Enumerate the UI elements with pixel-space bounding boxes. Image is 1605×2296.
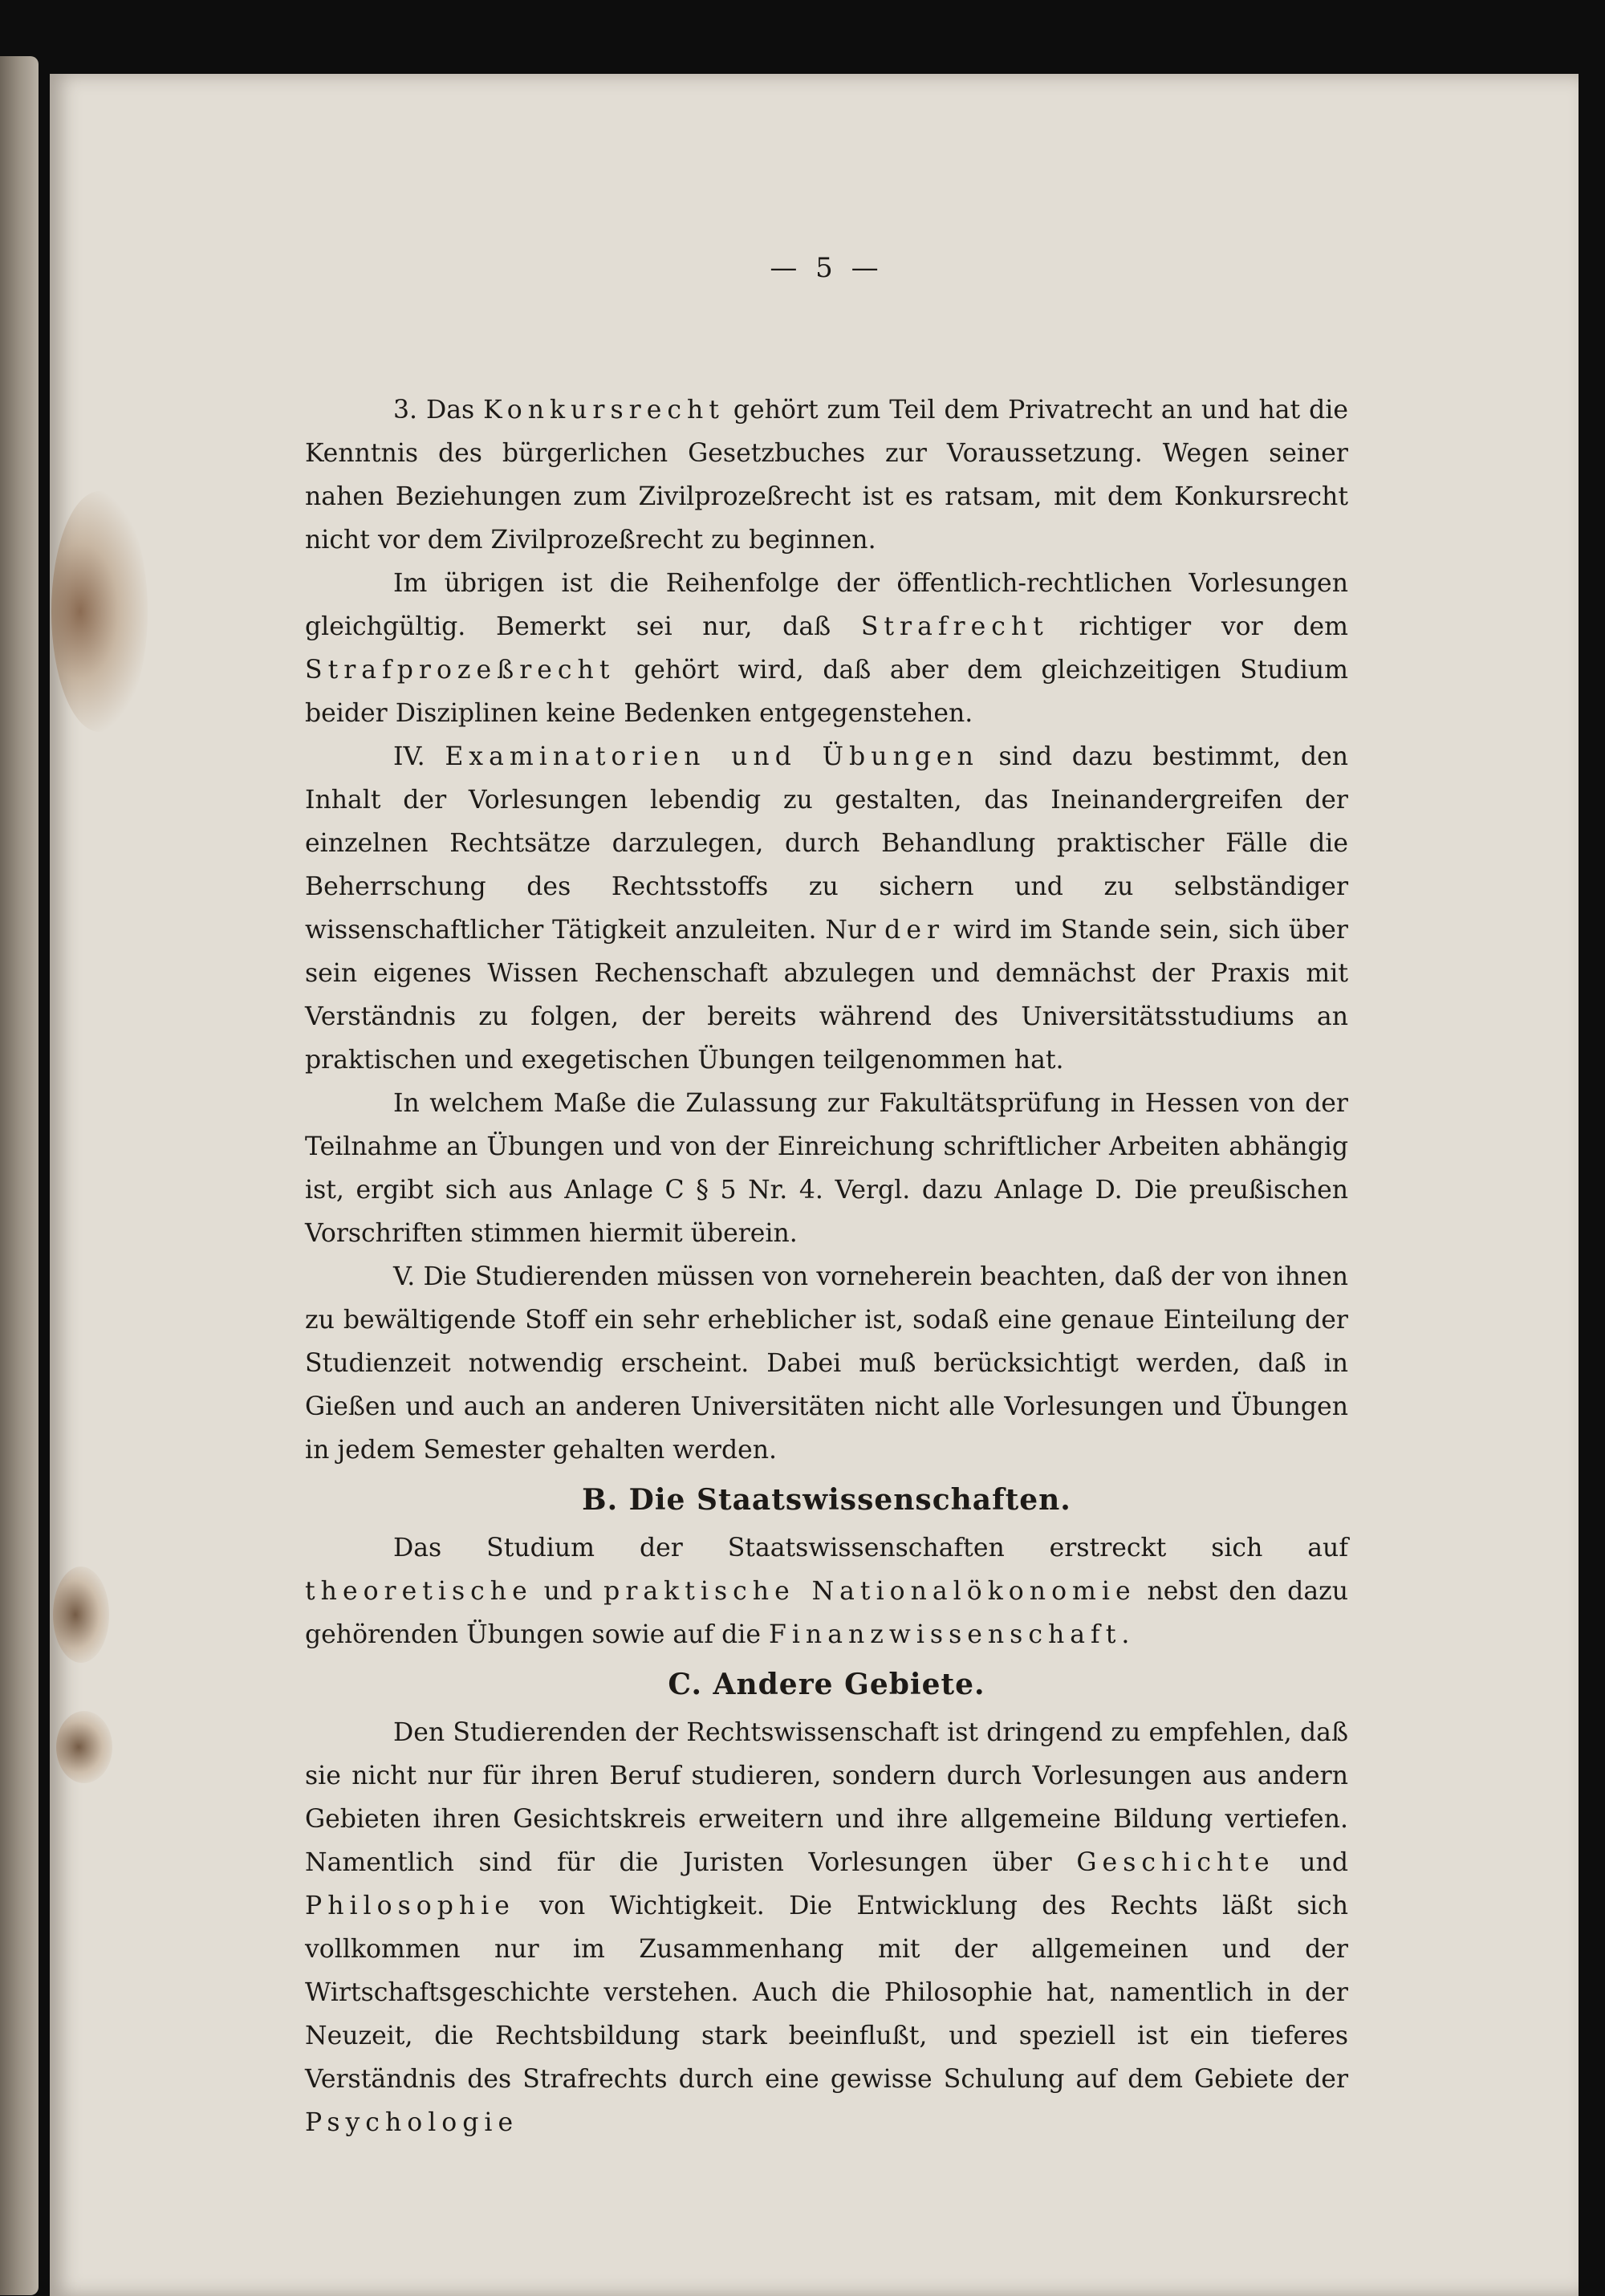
section-heading-c: C. Andere Gebiete. [668, 1668, 985, 1701]
spaced-emphasis: Strafprozeßrecht [305, 656, 616, 685]
paragraph-zulassung: In welchem Maße die Zulassung zur Fakultätsprüfung in Hessen von der Teilnahme an Übungen und von der Einreichung schriftlicher Arbeiten abhängig ist, ergibt sich aus Anlage C § 5 Nr. 4. Vergl. dazu Anlage D. Die preußischen Vorschriften stimmen hiermit überein. [305, 1089, 1348, 1248]
section-heading-b: B. Die Staatswissenschaften. [582, 1483, 1071, 1517]
spaced-emphasis: der [884, 916, 945, 945]
burn-stain [53, 1567, 109, 1663]
spaced-emphasis: Examinatorien und Übungen [445, 742, 979, 771]
book-page [50, 74, 1579, 2296]
burn-stain [51, 491, 148, 732]
spaced-emphasis: Psychologie [305, 2108, 519, 2137]
paragraph-konkursrecht: 3. Das Konkursrecht gehört zum Teil dem Privatrecht an und hat die Kenntnis des bürgerlichen Gesetzbuches zur Voraussetzung. Wegen seiner nahen Beziehungen zum Zivilprozeßrecht ist es ratsam, mit dem Konkursrecht nicht vor dem Zivilprozeßrecht zu beginnen. [305, 396, 1349, 555]
burn-stain [56, 1711, 112, 1783]
spaced-emphasis: Finanzwissenschaft [769, 1620, 1122, 1649]
page-number: — 5 — [770, 252, 884, 284]
paragraph-staatswissenschaften: Das Studium der Staatswissenschaften erstreckt sich auf theoretische und praktische Nationalökonomie nebst den dazu gehörenden Übungen sowie auf die Finanzwissenschaft. [305, 1534, 1349, 1649]
spaced-emphasis: Geschichte [1076, 1848, 1275, 1877]
paragraph-reihenfolge: Im übrigen ist die Reihenfolge der öffentlich-rechtlichen Vorlesungen gleichgültig. Bemerkt sei nur, daß Strafrecht richtiger vor dem Strafprozeßrecht gehört wird, daß aber dem gleichzeitigen Studium beider Disziplinen keine Bedenken entgegenstehen. [305, 569, 1348, 728]
spaced-emphasis: praktische Nationalökonomie [603, 1577, 1136, 1606]
spaced-emphasis: Konkursrecht [483, 396, 725, 425]
spaced-emphasis: theoretische [305, 1577, 533, 1606]
spaced-emphasis: Philosophie [305, 1892, 515, 1920]
paragraph-andere-gebiete: Den Studierenden der Rechtswissenschaft ist dringend zu empfehlen, daß sie nicht nur für ihren Beruf studieren, sondern durch Vorlesungen aus andern Gebieten ihren Gesichtskreis erweitern und ihre allgemeine Bildung vertiefen. Namentlich sind für die Juristen Vorlesungen über Geschichte und Philosophie von Wichtigkeit. Die Entwicklung des Rechts läßt sich vollkommen nur im Zusammenhang mit der allgemeinen und der Wirtschaftsgeschichte verstehen. Auch die Philosophie hat, namentlich in der Neuzeit, die Rechtsbildung stark beeinflußt, und speziell ist ein tieferes Verständnis des Strafrechts durch eine gewisse Schulung auf dem Gebiete der Psychologie [305, 1718, 1348, 2137]
paragraph-examinatorien: IV. Examinatorien und Übungen sind dazu bestimmt, den Inhalt der Vorlesungen lebendig zu gestalten, das Ineinandergreifen der einzelnen Rechtsätze darzulegen, durch Behandlung praktischer Fälle die Beherrschung des Rechtsstoffs zu sichern und zu selbständiger wissenschaftlicher Tätigkeit anzuleiten. Nur der wird im Stande sein, sich über sein eigenes Wissen Rechenschaft abzulegen und demnächst der Praxis mit Verständnis zu folgen, der bereits während des Universitätsstudiums an praktischen und exegetischen Übungen teilgenommen hat. [305, 742, 1349, 1075]
body-text [305, 388, 1348, 2144]
spaced-emphasis: Strafrecht [860, 612, 1049, 641]
paragraph-studierende: V. Die Studierenden müssen von vorneherein beachten, daß der von ihnen zu bewältigende Stoff ein sehr erheblicher ist, sodaß eine genaue Einteilung der Studienzeit notwendig erscheint. Dabei muß berücksichtigt werden, daß in Gießen und auch an anderen Universitäten nicht alle Vorlesungen und Übungen in jedem Semester gehalten werden. [305, 1262, 1348, 1465]
left-page-edge [0, 56, 39, 2295]
